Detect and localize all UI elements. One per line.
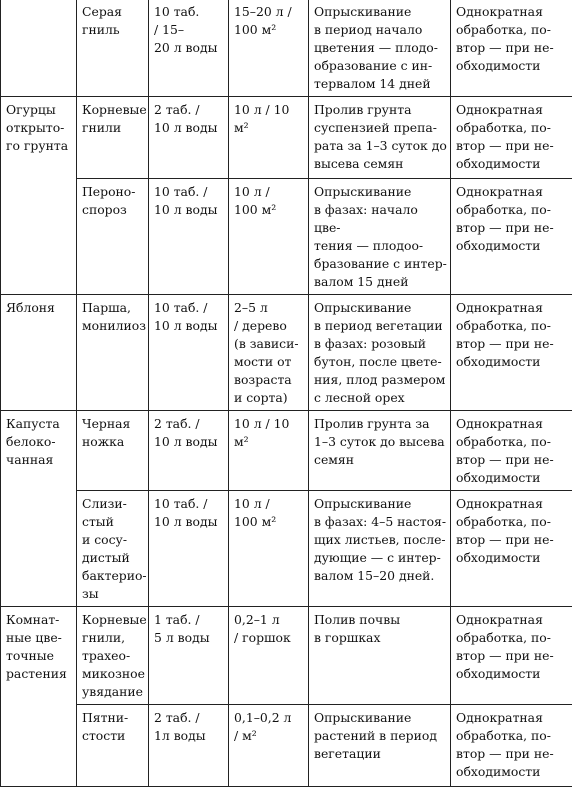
crop-cell bbox=[1, 0, 77, 97]
method-cell: Опрыскивание в фазах: начало цве- тения — плодоо- бразование с интер- валом 15 дней bbox=[309, 179, 451, 295]
table-row bbox=[1, 179, 572, 295]
crop-cell: Яблоня bbox=[1, 295, 77, 411]
frequency-cell: Однократная обработка, по- втор — при не- обходимости bbox=[451, 491, 572, 607]
method-cell: Пролив грунта за 1–3 суток до высева семян bbox=[309, 411, 451, 491]
frequency-cell: Однократная обработка, по- втор — при не- обходимости bbox=[451, 0, 572, 97]
table-row bbox=[1, 97, 572, 179]
disease-cell: Парша, монилиоз bbox=[77, 295, 149, 411]
frequency-cell: Однократная обработка, по- втор — при не- обходимости bbox=[451, 295, 572, 411]
dose-cell: 1 таб. / 5 л воды bbox=[149, 607, 229, 705]
dose-cell: 10 таб. / 10 л воды bbox=[149, 179, 229, 295]
disease-cell: Черная ножка bbox=[77, 411, 149, 491]
frequency-cell: Однократная обработка, по- втор — при не- обходимости bbox=[451, 705, 572, 787]
crop-cell: Комнат- ные цве- точные растения bbox=[1, 607, 77, 787]
table-row bbox=[1, 295, 572, 411]
crop-cell: Капуста белоко- чанная bbox=[1, 411, 77, 607]
norm-cell: 10 л / 10 м² bbox=[229, 97, 309, 179]
disease-cell: Серая гниль bbox=[77, 0, 149, 97]
dose-cell: 10 таб. / 10 л воды bbox=[149, 295, 229, 411]
dose-cell: 2 таб. / 10 л воды bbox=[149, 411, 229, 491]
method-cell: Полив почвы в горшках bbox=[309, 607, 451, 705]
dose-cell: 2 таб. / 10 л воды bbox=[149, 97, 229, 179]
disease-cell: Пероно- спороз bbox=[77, 179, 149, 295]
dose-cell: 10 таб. / 10 л воды bbox=[149, 491, 229, 607]
table-row bbox=[1, 0, 572, 97]
frequency-cell: Однократная обработка, по- втор — при не- обходимости bbox=[451, 179, 572, 295]
disease-cell: Пятни- стости bbox=[77, 705, 149, 787]
norm-cell: 10 л / 100 м² bbox=[229, 491, 309, 607]
table-body bbox=[1, 0, 572, 787]
norm-cell: 15–20 л / 100 м² bbox=[229, 0, 309, 97]
crop-cell: Огурцы открыто- го грунта bbox=[1, 97, 77, 295]
disease-cell: Корневые гнили bbox=[77, 97, 149, 179]
norm-cell: 10 л / 10 м² bbox=[229, 411, 309, 491]
method-cell: Опрыскивание растений в период вегетации bbox=[309, 705, 451, 787]
table-row bbox=[1, 705, 572, 787]
frequency-cell: Однократная обработка, по- втор — при не- обходимости bbox=[451, 607, 572, 705]
method-cell: Опрыскивание в период начало цветения — плодо- образование с ин- тервалом 14 дней bbox=[309, 0, 451, 97]
table-row bbox=[1, 411, 572, 491]
norm-cell: 2–5 л / дерево (в зависи- мости от возраста и сорта) bbox=[229, 295, 309, 411]
table-row bbox=[1, 607, 572, 705]
dose-cell: 2 таб. / 1л воды bbox=[149, 705, 229, 787]
method-cell: Опрыскивание в период вегетации в фазах: розовый бутон, после цвете- ния, плод размером с лесной орех bbox=[309, 295, 451, 411]
frequency-cell: Однократная обработка, по- втор — при не- обходимости bbox=[451, 411, 572, 491]
disease-cell: Корневые гнили, трахео- микозное увядание bbox=[77, 607, 149, 705]
method-cell: Опрыскивание в фазах: 4–5 настоя- щих листьев, после- дующие — с интер- валом 15–20 дней. bbox=[309, 491, 451, 607]
norm-cell: 0,1–0,2 л / м² bbox=[229, 705, 309, 787]
norm-cell: 0,2–1 л / горшок bbox=[229, 607, 309, 705]
method-cell: Пролив грунта суспензией препа- рата за 1–3 суток до высева семян bbox=[309, 97, 451, 179]
table-row bbox=[1, 491, 572, 607]
norm-cell: 10 л / 100 м² bbox=[229, 179, 309, 295]
frequency-cell: Однократная обработка, по- втор — при не- обходимости bbox=[451, 97, 572, 179]
dose-cell: 10 таб. / 15– 20 л воды bbox=[149, 0, 229, 97]
disease-cell: Слизи- стый и сосу- дистый бактерио- зы bbox=[77, 491, 149, 607]
